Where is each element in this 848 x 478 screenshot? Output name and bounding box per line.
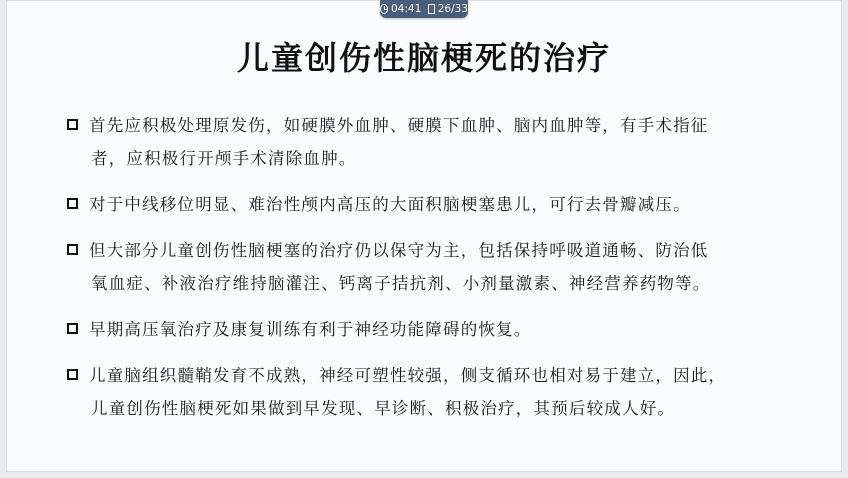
bullet-text-line2: 者，应积极行开颅手术清除血肿。 — [91, 149, 357, 168]
slide-canvas — [6, 0, 842, 472]
bullet-text-line2: 氧血症、补液治疗维持脑灌注、钙离子拮抗剂、小剂量激素、神经营养药物等。 — [91, 274, 711, 293]
bullet-text-line1: 但大部分儿童创伤性脑梗塞的治疗仍以保守为主，包括保持呼吸道通畅、防治低 — [89, 241, 709, 260]
list-item — [67, 313, 797, 346]
square-bullet-icon — [67, 198, 78, 209]
page-counter: 26/33 — [437, 3, 468, 15]
bullet-text-line1: 儿童脑组织髓鞘发育不成熟，神经可塑性较强，侧支循环也相对易于建立，因此， — [89, 366, 727, 385]
square-bullet-icon — [67, 323, 78, 334]
square-bullet-icon — [67, 369, 78, 380]
bullet-text-line1: 对于中线移位明显、难治性颅内高压的大面积脑梗塞患儿，可行去骨瓣减压。 — [89, 195, 691, 214]
square-bullet-icon — [67, 119, 78, 130]
bullet-text-line2: 儿童创伤性脑梗死如果做到早发现、早诊断、积极治疗，其预后较成人好。 — [91, 399, 676, 418]
bullet-text-line1: 早期高压氧治疗及康复训练有利于神经功能障碍的恢复。 — [89, 320, 532, 339]
list-item — [67, 234, 797, 300]
slide-title: 儿童创伤性脑梗死的治疗 — [236, 39, 611, 77]
list-item — [67, 109, 797, 175]
list-item — [67, 188, 797, 221]
page-icon — [428, 4, 434, 14]
bullet-list — [67, 109, 797, 438]
square-bullet-icon — [67, 244, 78, 255]
elapsed-time: 04:41 — [390, 3, 422, 15]
clock-icon — [380, 4, 388, 14]
playback-status-pill[interactable] — [380, 0, 468, 18]
bullet-text-line1: 首先应积极处理原发伤，如硬膜外血肿、硬膜下血肿、脑内血肿等，有手术指征 — [89, 116, 709, 135]
list-item — [67, 359, 797, 425]
